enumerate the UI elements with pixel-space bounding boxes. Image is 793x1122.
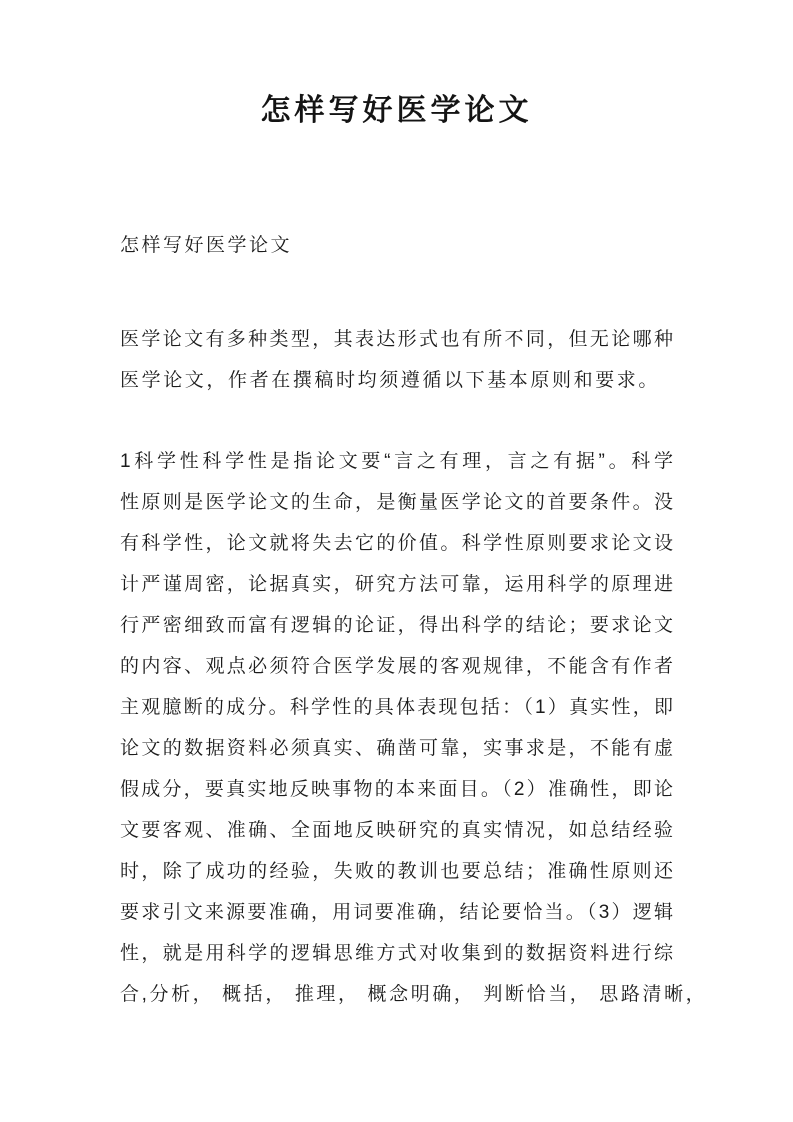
text-line: 1科学性科学性是指论文要“言之有理，言之有据”。科学 — [120, 451, 673, 472]
text-line: 假成分，要真实地反映事物的本来面目。（2）准确性，即论 — [120, 779, 673, 800]
text-line: 计严谨周密，论据真实，研究方法可靠，运用科学的原理进 — [120, 574, 673, 595]
text-line: 性原则是医学论文的生命，是衡量医学论文的首要条件。没 — [120, 492, 673, 513]
paragraph-intro — [120, 319, 673, 401]
paragraph-scientific-principle — [120, 441, 708, 1015]
text-line: 主观臆断的成分。科学性的具体表现包括：（1）真实性，即 — [120, 697, 673, 718]
text-line: 要求引文来源要准确，用词要准确，结论要恰当。（3）逻辑 — [120, 902, 673, 923]
text-line: 时，除了成功的经验，失败的教训也要总结；准确性原则还 — [120, 861, 673, 882]
text-line: 性，就是用科学的逻辑思维方式对收集到的数据资料进行综 — [120, 943, 673, 964]
document-subtitle: 怎样写好医学论文 — [120, 235, 293, 256]
text-line: 医学论文，作者在撰稿时均须遵循以下基本原则和要求。 — [120, 370, 661, 391]
text-line: 医学论文有多种类型，其表达形式也有所不同，但无论哪种 — [120, 329, 673, 350]
text-line: 有科学性，论文就将失去它的价值。科学性原则要求论文设 — [120, 533, 673, 554]
text-line: 文要客观、准确、全面地反映研究的真实情况，如总结经验 — [120, 820, 673, 841]
text-line: 行严密细致而富有逻辑的论证，得出科学的结论；要求论文 — [120, 615, 673, 636]
text-line: 合,分析， 概括， 推理， 概念明确， 判断恰当， 思路清晰， — [120, 984, 708, 1005]
document-title: 怎样写好医学论文 — [260, 93, 533, 128]
text-line: 的内容、观点必须符合医学发展的客观规律，不能含有作者 — [120, 656, 673, 677]
text-line: 论文的数据资料必须真实、确凿可靠，实事求是，不能有虚 — [120, 738, 673, 759]
